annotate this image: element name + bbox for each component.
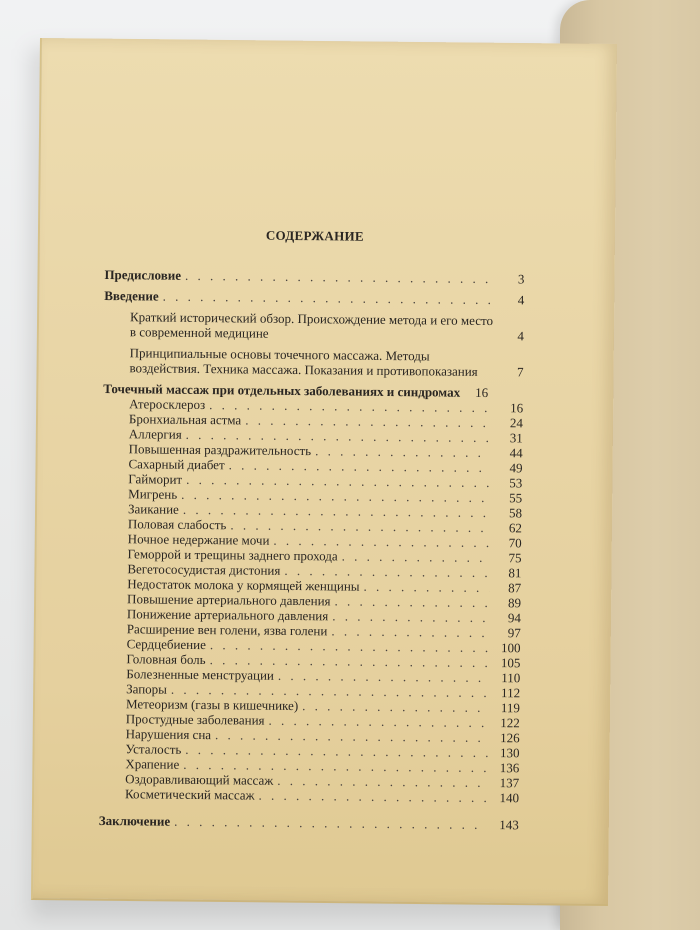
dot-leader xyxy=(331,623,489,640)
toc-entry-label: Предисловие xyxy=(104,266,182,283)
toc-entry-page: 70 xyxy=(508,535,522,551)
dot-leader xyxy=(332,608,489,625)
toc-entry-label: Понижение артериального давления xyxy=(126,606,329,624)
toc-entry-page: 62 xyxy=(508,520,522,536)
toc-entry-label: Расширение вен голени, язва голени xyxy=(126,621,328,639)
toc-entry-label: Метеоризм (газы в кишечнике) xyxy=(125,696,299,714)
toc-entry-page: 105 xyxy=(500,655,521,671)
toc-entry-page: 136 xyxy=(499,760,520,776)
toc-entry-page: 24 xyxy=(509,415,524,431)
toc-entry-page: 137 xyxy=(499,775,520,791)
toc-entry-label: Недостаток молока у кормящей женщины xyxy=(127,576,360,594)
toc-entry-page: 16 xyxy=(475,384,489,401)
toc-entry-label: Краткий исторический обзор. Происхождение метода и его место в современной медицине xyxy=(129,309,494,341)
toc-entry-label: Головная боль xyxy=(126,651,206,668)
toc-entry-label: Заикание xyxy=(127,501,179,517)
dot-leader xyxy=(258,788,487,805)
toc-entry-page: 89 xyxy=(507,595,522,611)
dot-leader xyxy=(183,502,490,520)
toc-entry-page: 81 xyxy=(508,565,522,581)
toc-entry-label: Точечный массаж при отдельных заболеваниях и синдромах xyxy=(103,380,461,400)
toc-entry-page: 75 xyxy=(508,550,522,566)
toc-title: СОДЕРЖАНИЕ xyxy=(265,227,365,244)
toc-entry-page: 130 xyxy=(499,745,520,761)
dot-leader xyxy=(363,579,489,595)
toc-entry-label: Повышенная раздражительность xyxy=(128,441,312,459)
dot-leader xyxy=(185,268,493,286)
toc-entry-page: 119 xyxy=(500,700,521,716)
table-of-contents xyxy=(99,226,525,832)
toc-entry-page: 122 xyxy=(500,715,520,731)
toc-entry-label: Ночное недержание мочи xyxy=(127,531,270,548)
toc-entry-label: Храпение xyxy=(125,756,180,772)
toc-entry-page: 94 xyxy=(507,610,521,626)
toc-entry-page: 31 xyxy=(509,430,523,446)
toc-entry-page: 100 xyxy=(501,640,521,656)
toc-entry-label: Атеросклероз xyxy=(129,396,206,413)
toc-entry-page: 55 xyxy=(509,490,523,506)
toc-entry-label: Бронхиальная астма xyxy=(128,411,242,428)
toc-entry-page: 7 xyxy=(516,364,524,380)
toc-entry-page: 58 xyxy=(508,505,523,521)
toc-entry-page: 97 xyxy=(507,625,521,641)
toc-entry-label: Принципиальные основы точечного массажа. Методы воздействия. Техника массажа. Показания и противопоказания xyxy=(129,345,478,379)
toc-entry-label: Введение xyxy=(104,287,159,304)
toc-entry-label: Усталость xyxy=(125,741,182,757)
dot-leader xyxy=(342,548,490,565)
toc-entry-label: Аллергия xyxy=(128,426,182,442)
toc-entry-label: Вегетососудистая дистония xyxy=(127,561,281,578)
toc-entry-page: 4 xyxy=(517,292,525,308)
toc-entry-label: Косметический массаж xyxy=(124,786,255,803)
toc-entry-page: 140 xyxy=(499,790,520,806)
toc-entry-label: Геморрой и трещины заднего прохода xyxy=(127,546,338,564)
toc-entry-label: Гайморит xyxy=(128,471,183,487)
toc-entry-page: 126 xyxy=(500,730,520,746)
toc-entry-label: Оздоравливающий массаж xyxy=(125,771,274,788)
toc-entry-page: 110 xyxy=(501,670,521,686)
toc-entry-label: Половая слабость xyxy=(127,516,227,533)
toc-entry-page: 16 xyxy=(510,400,524,416)
toc-entry-page: 53 xyxy=(509,475,523,491)
toc-entry-label: Нарушения сна xyxy=(125,726,212,743)
toc-entry-page: 87 xyxy=(508,580,522,596)
toc-entry-label: Запоры xyxy=(126,681,168,697)
toc-entry-label: Болезненные менструации xyxy=(126,666,274,683)
toc-entry-page: 3 xyxy=(517,271,525,287)
toc-entry-label: Мигрень xyxy=(128,486,178,502)
toc-entry-page: 112 xyxy=(501,685,521,701)
toc-entry-label: Заключение xyxy=(98,812,171,829)
toc-entry-page: 49 xyxy=(509,460,523,476)
toc-entry-page: 143 xyxy=(499,817,519,833)
toc-entry xyxy=(104,309,524,343)
toc-entry-page: 4 xyxy=(517,328,524,344)
toc-entry-page: 44 xyxy=(509,445,523,461)
toc-entry-label: Повышение артериального давления xyxy=(127,591,331,609)
disease-list xyxy=(99,396,523,805)
dot-leader xyxy=(335,593,490,610)
toc-entry-label: Простудные заболевания xyxy=(125,711,265,728)
toc-entry-label: Сердцебиение xyxy=(126,636,206,653)
toc-entry xyxy=(103,345,523,379)
toc-entry-label: Сахарный диабет xyxy=(128,456,225,473)
